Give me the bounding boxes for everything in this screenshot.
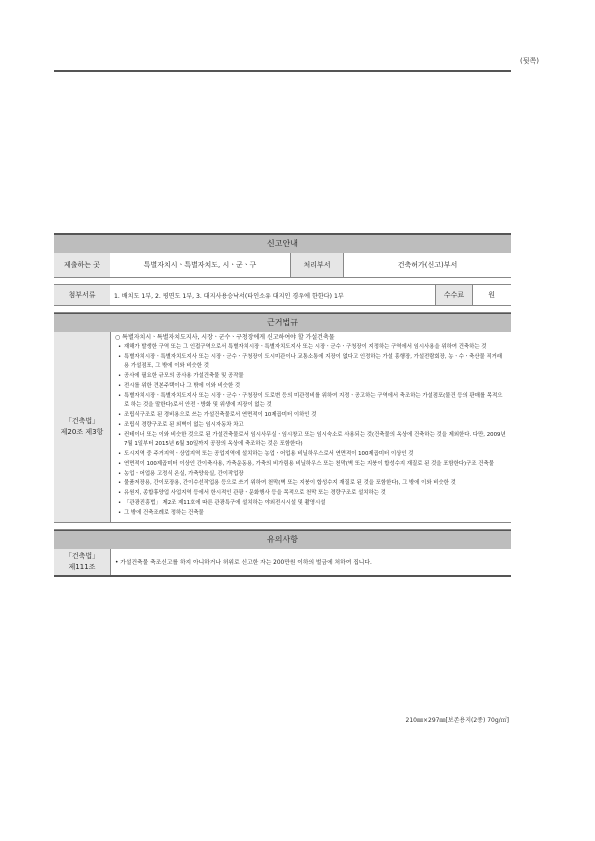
fee-label: 수수료 (436, 285, 473, 305)
dept-label: 처리부서 (291, 253, 344, 277)
list-item: • 조립식 경량구조로 된 외벽이 없는 임시자동차 차고 (115, 421, 511, 430)
caution-spacer (54, 523, 511, 530)
caution-section-title: 유의사항 (54, 530, 511, 549)
top-divider (54, 70, 511, 72)
fee-value: 원 (488, 291, 495, 299)
list-item: • 공사에 필요한 규모의 공사용 가설건축물 및 공작물 (115, 372, 511, 381)
list-item: • 그 밖에 건축조례로 정하는 건축물 (115, 509, 511, 518)
list-item: • 조립식구조로 된 경비용으로 쓰는 가설건축물로서 연면적이 10제곱미터 이하인 것 (115, 411, 511, 420)
dept-value: 건축허가(신고)부서 (397, 261, 458, 269)
caution-law-name: 「건축법」 (64, 551, 100, 560)
list-item: • 컨테이너 또는 이와 비슷한 것으로 된 가설건축물로서 임시사무실ㆍ임시창고 또는 임시숙소로 사용되는 것(건축물의 옥상에 건축하는 것을 제외한다. 다만, 2009년 7월 1일부터 2015년 6월 30일까지 공장의 옥상에 축조하는 것은 포함한다) (115, 431, 511, 449)
docs-value: 1. 배치도 1부, 2. 평면도 1부, 3. 대지사용승낙서(타인소유 대지인 경우에 한한다) 1부 (110, 285, 436, 305)
basis-spacer (54, 306, 511, 313)
basis-law-name: 「건축법」 (64, 416, 100, 425)
caution-law-label (54, 549, 111, 575)
list-item: • 「관광진흥법」 제2조 제11호에 따른 관광특구에 설치하는 야외전시시설 및 촬영시설 (115, 499, 511, 508)
list-item: • 연면적이 100제곱미터 이상인 간이축사용, 가축운동용, 가축의 비가림용 비닐하우스 또는 천막(벽 또는 지붕이 합성수지 재질로 된 것을 포함한다)구조 건축물 (115, 460, 511, 469)
list-item: • 도시지역 중 주거지역ㆍ상업지역 또는 공업지역에 설치하는 농업ㆍ어업용 비닐하우스로서 연면적이 100제곱미터 이상인 것 (115, 450, 511, 459)
submit-label: 제출하는 곳 (54, 253, 110, 277)
list-item: • 유원지, 종합휴양업 사업지역 등에서 한시적인 관광ㆍ문화행사 등을 목적으로 천막 또는 경량구조로 설치하는 것 (115, 489, 511, 498)
basis-heading: ○ 특별자치시ㆍ특별자치도지사, 시장ㆍ군수ㆍ구청장에게 신고하여야 할 가설건축물 (115, 334, 335, 341)
list-item: • 물품저장용, 간이포장용, 간이수선작업용 등으로 쓰기 위하여 천막(벽 또는 지붕이 합성수지 재질로 된 것을 포함한다), 그 밖에 이와 비슷한 것 (115, 479, 511, 488)
docs-row (54, 285, 511, 306)
basis-section-title: 근거법규 (54, 313, 511, 332)
page-side-label: (뒷쪽) (520, 57, 539, 65)
submit-row (54, 253, 511, 278)
list-item: • 특별자치시장ㆍ특별자치도지사 또는 시장ㆍ군수ㆍ구청장이 도시미관이나 교통소통에 지장이 없다고 인정하는 가설 흥행장, 가설전람회장, 농ㆍ수ㆍ축산물 직거래용 가설점포, 그 밖에 이와 비슷한 것 (115, 353, 511, 371)
docs-label: 첨부서류 (54, 285, 110, 305)
caution-text: • 가설건축물 축조신고를 하지 아니하거나 허위로 신고한 자는 200만원 이하의 벌금에 처하여 집니다. (115, 560, 372, 567)
guide-section-title: 신고안내 (54, 233, 511, 253)
list-item: • 특별자치시장ㆍ특별자치도지사 또는 시장ㆍ군수ㆍ구청장이 도로변 등의 미관정비를 위하여 지정ㆍ공고하는 구역에서 축조하는 가설점포(물건 등의 판매를 목적으로 하는 것을 말한다)로서 안전ㆍ방화 및 위생에 지장이 없는 것 (115, 392, 511, 410)
basis-content (111, 332, 511, 522)
basis-item-list (115, 343, 511, 518)
list-item: • 농업ㆍ어업용 고정식 온실, 가축양육실, 간이작업장 (115, 470, 511, 479)
list-item: • 전시를 위한 견본주택이나 그 밖에 이와 비슷한 것 (115, 382, 511, 391)
submit-value: 특별자치시ㆍ특별자치도, 시ㆍ군ㆍ구 (110, 253, 291, 277)
list-item: • 재해가 발생한 구역 또는 그 인접구역으로서 특별자치시장ㆍ특별자치도지사 또는 시장ㆍ군수ㆍ구청장이 지정하는 구역에서 임시사용을 위하여 건축하는 것 (115, 343, 511, 352)
caution-law-article: 제111조 (68, 562, 96, 571)
basis-law-label (54, 332, 111, 522)
basis-law-article: 제20조 제3항 (60, 427, 104, 436)
basis-row (54, 332, 511, 523)
caution-row (54, 549, 511, 577)
notice-form (54, 233, 511, 577)
guide-spacer (54, 278, 511, 285)
paper-spec-note: 210㎜×297㎜[보존용지(2종) 70g/㎡] (405, 717, 509, 724)
